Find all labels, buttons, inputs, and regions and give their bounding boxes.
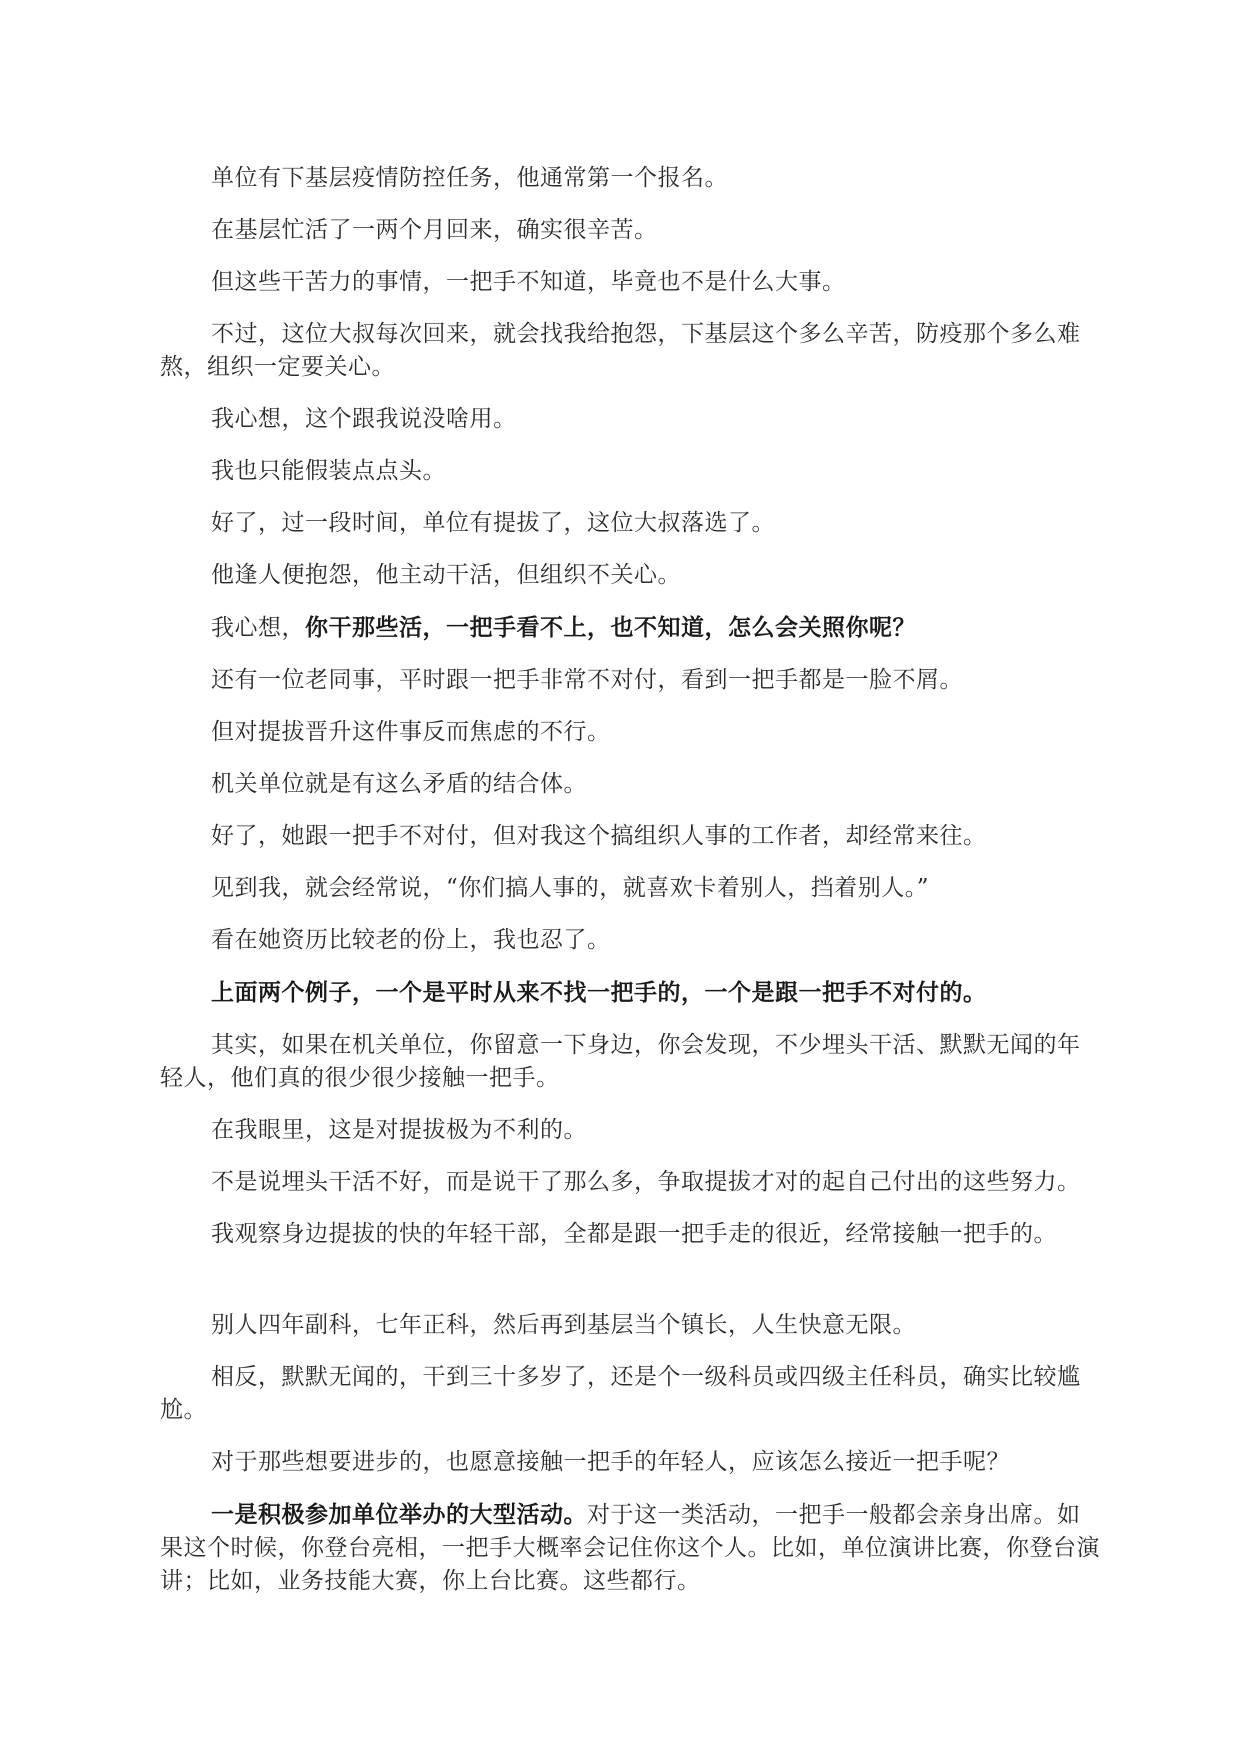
bold-text: 一是积极参加单位举办的大型活动。 [211,1501,587,1528]
body-text: 我心想，这个跟我说没啥用。 [211,406,517,432]
paragraph [160,507,1100,540]
paragraph [160,214,1100,247]
paragraph [160,924,1100,957]
body-text: 好了，过一段时间，单位有提拔了，这位大叔落选了。 [211,510,775,536]
body-text: 我心想， [211,615,305,641]
paragraph [160,1446,1100,1479]
body-text: 看在她资历比较老的份上，我也忍了。 [211,927,611,953]
paragraph [160,1361,1100,1427]
body-text: 但对提拔晋升这件事反而焦虑的不行。 [211,719,611,745]
paragraph [160,559,1100,592]
body-text: 机关单位就是有这么矛盾的结合体。 [211,771,587,797]
paragraph [160,716,1100,749]
body-text: 其实，如果在机关单位，你留意一下身边，你会发现，不少埋头干活、默默无闻的年轻人，他们真的很少很少接触一把手。 [160,1032,1081,1091]
document-body [160,162,1100,1617]
body-text: 相反，默默无闻的，干到三十多岁了，还是个一级科员或四级主任科员，确实比较尴尬。 [160,1364,1081,1423]
paragraph [160,162,1100,195]
body-text: 在基层忙活了一两个月回来，确实很辛苦。 [211,217,658,243]
bold-text: 你干那些活，一把手看不上，也不知道，怎么会关照你呢？ [305,614,916,641]
paragraph [160,1218,1100,1251]
paragraph [160,1309,1100,1342]
paragraph [160,318,1100,384]
body-text: 不是说埋头干活不好，而是说干了那么多，争取提拔才对的起自己付出的这些努力。 [211,1169,1081,1195]
paragraph [160,976,1100,1010]
body-text: 在我眼里，这是对提拔极为不利的。 [211,1117,587,1143]
paragraph [160,455,1100,488]
body-text: 但这些干苦力的事情，一把手不知道，毕竟也不是什么大事。 [211,269,846,295]
paragraph [160,1114,1100,1147]
body-text: 对于这一类活动，一把手一般都会亲身出席。如果这个时候，你登台亮相，一把手大概率会记住你这个人。比如，单位演讲比赛，你登台演讲；比如，业务技能大赛，你上台比赛。这些都行。 [160,1502,1100,1594]
paragraph [160,1166,1100,1199]
paragraph [160,664,1100,697]
body-text: 单位有下基层疫情防控任务，他通常第一个报名。 [211,165,728,191]
paragraph [160,266,1100,299]
paragraph [160,403,1100,436]
body-text: 我也只能假装点点头。 [211,458,446,484]
body-text: 他逢人便抱怨，他主动干活，但组织不关心。 [211,562,681,588]
body-text: 好了，她跟一把手不对付，但对我这个搞组织人事的工作者，却经常来往。 [211,823,987,849]
paragraph [160,820,1100,853]
paragraph [160,1029,1100,1095]
bold-text: 上面两个例子，一个是平时从来不找一把手的，一个是跟一把手不对付的。 [211,979,987,1006]
body-text: 对于那些想要进步的，也愿意接触一把手的年轻人，应该怎么接近一把手呢？ [211,1449,1010,1475]
paragraph [160,872,1100,905]
body-text: 见到我，就会经常说，“你们搞人事的，就喜欢卡着别人，挡着别人。” [211,875,930,901]
body-text: 我观察身边提拔的快的年轻干部，全都是跟一把手走的很近，经常接触一把手的。 [211,1221,1057,1247]
body-text: 不过，这位大叔每次回来，就会找我给抱怨，下基层这个多么辛苦，防疫那个多么难熬，组织一定要关心。 [160,321,1081,380]
paragraph [160,611,1100,645]
paragraph [160,768,1100,801]
body-text: 别人四年副科，七年正科，然后再到基层当个镇长，人生快意无限。 [211,1312,916,1338]
body-text: 还有一位老同事，平时跟一把手非常不对付，看到一把手都是一脸不屑。 [211,667,963,693]
paragraph [160,1498,1100,1598]
